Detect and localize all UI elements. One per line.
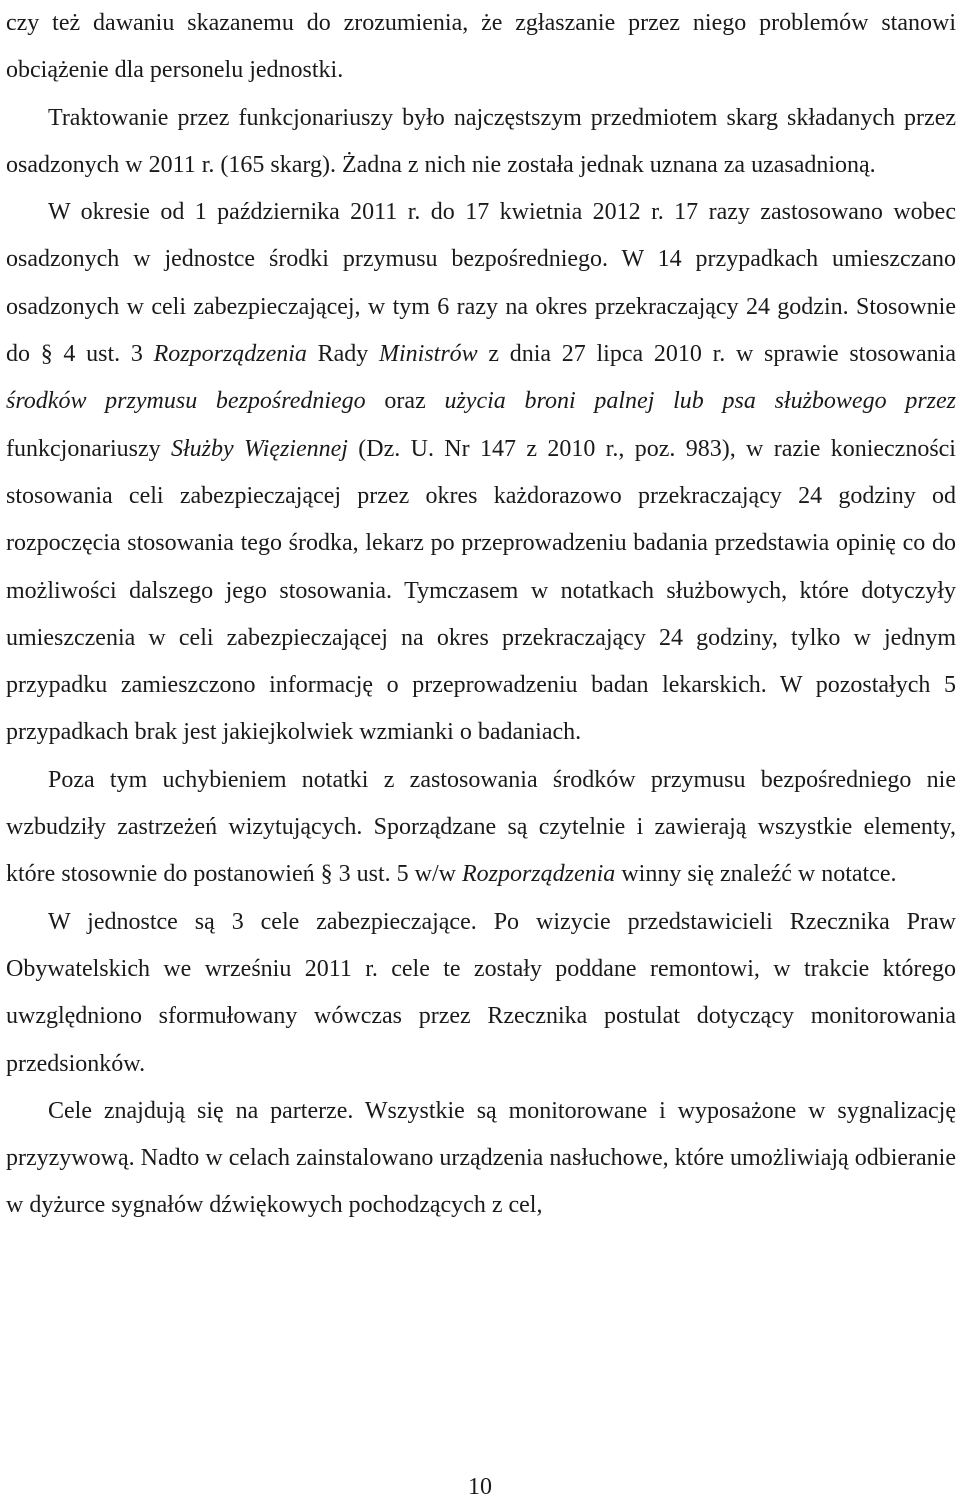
paragraph-notes [6,757,956,899]
italic-segment: Ministrów [379,341,478,368]
text-segment: Rady [306,341,379,368]
text-segment: oraz [365,388,445,415]
document-page [6,0,956,1230]
paragraph-security-cells: W jednostce są 3 cele zabezpieczające. Po wizycie przedstawicieli Rzecznika Praw Obywatelskich we wrześniu 2011 r. cele te zostały poddane remontowi, w trakcie którego uwzględniono sformułowany wówczas przez Rzecznika postulat dotyczący monitorowania przedsionków. [6,908,956,1077]
paragraph-coercive-measures [6,189,956,757]
paragraph-continuation: czy też dawaniu skazanemu do zrozumienia, że zgłaszanie przez niego problemów stanowi obciążenie dla personelu jednostki. [6,10,956,84]
page-number: 10 [468,1474,492,1500]
italic-segment: Służby Więziennej [170,435,348,462]
italic-segment: środków przymusu bezpośredniego [6,388,366,415]
text-segment: winny się znaleźć w notatce. [615,861,897,888]
text-segment: Poza tym uchybieniem notatki z zastosowania środków przymusu bezpośredniego nie wzbudziły zastrzeżeń wizytujących. Sporządzane są czytelnie i zawierają wszystkie elementy, które stosownie do postanowień § 3 ust. 5 w/w [6,766,956,888]
paragraph-complaints: Traktowanie przez funkcjonariuszy było najczęstszym przedmiotem skarg składanych przez osadzonych w 2011 r. (165 skarg). Żadna z nich nie została jednak uznana za uzasadnioną. [6,104,956,178]
italic-segment: Rozporządzenia [461,861,616,888]
text-segment: z dnia 27 lipca 2010 r. w sprawie stosowania [477,341,956,368]
paragraph-cells-location: Cele znajdują się na parterze. Wszystkie są monitorowane i wyposażone w sygnalizację przyzywową. Nadto w celach zainstalowano urządzenia nasłuchowe, które umożliwiają odbieranie w dyżurce sygnałów dźwiękowych pochodzących z cel, [6,1097,956,1219]
italic-segment: użycia broni palnej lub psa służbowego przez [444,388,956,415]
italic-segment: Rozporządzenia [153,341,307,368]
text-segment: funkcjonariuszy [6,435,171,462]
text-segment: W okresie od 1 października 2011 r. do 17 kwietnia 2012 r. 17 razy zastosowano wobec osadzonych w jednostce środki przymusu bezpośredniego. W 14 przypadkach umieszczano osadzonych w celi zabezpieczającej, w tym 6 razy na okres przekraczający 24 godzin. Stosownie do § 4 ust. 3 [6,199,956,368]
text-segment: (Dz. U. Nr 147 z 2010 r., poz. 983), w razie konieczności stosowania celi zabezpieczającej przez okres każdorazowo przekraczający 24 godziny od rozpoczęcia stosowania tego środka, lekarz po przeprowadzeniu badania przedstawia opinię co do możliwości dalszego jego stosowania. Tymczasem w notatkach służbowych, które dotyczyły umieszczenia w celi zabezpieczającej na okres przekraczający 24 godziny, tylko w jednym przypadku zamieszczono informację o przeprowadzeniu badan lekarskich. W pozostałych 5 przypadkach brak jest jakiejkolwiek wzmianki o badaniach. [6,435,956,746]
